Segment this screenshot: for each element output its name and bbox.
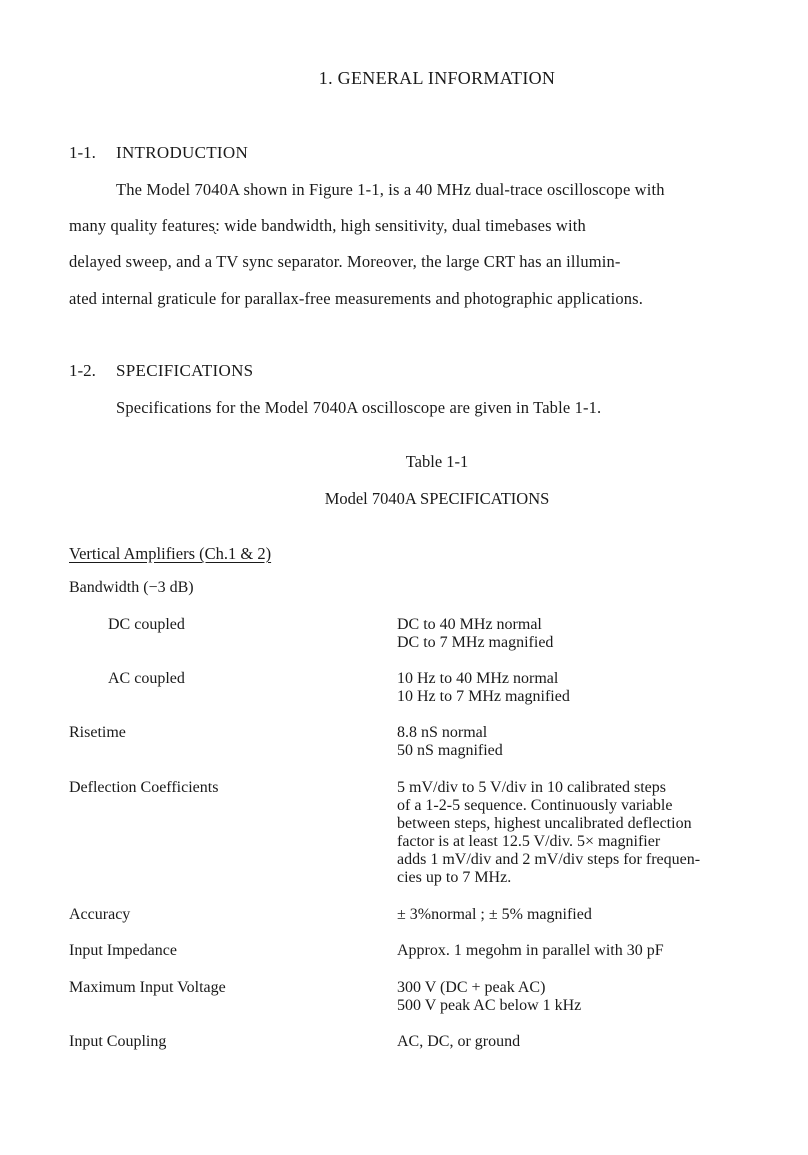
spec-value-line: of a 1-2-5 sequence. Continuously variable xyxy=(397,797,673,814)
spec-value-line: Approx. 1 megohm in parallel with 30 pF xyxy=(397,942,664,959)
spec-value-line: adds 1 mV/div and 2 mV/div steps for frequen- xyxy=(397,851,701,868)
section-specs-number: 1-2. xyxy=(69,361,96,380)
spec-value-dc-coupled xyxy=(397,616,802,652)
spec-value-line: 10 Hz to 40 MHz normal xyxy=(397,670,559,687)
spec-value-line: 8.8 nS normal xyxy=(397,724,488,741)
spec-label-maximum-input-voltage: Maximum Input Voltage xyxy=(69,979,226,996)
intro-line-4: ated internal graticule for parallax-free measurements and photographic applications. xyxy=(69,289,643,308)
spec-value-line: DC to 7 MHz magnified xyxy=(397,634,554,651)
spec-value-deflection-coefficients xyxy=(397,779,802,887)
spec-value-accuracy xyxy=(397,906,802,924)
section-intro-number: 1-1. xyxy=(69,143,96,162)
spec-value-line: 10 Hz to 7 MHz magnified xyxy=(397,688,570,705)
intro-line-1: The Model 7040A shown in Figure 1-1, is a 40 MHz dual-trace oscilloscope with xyxy=(116,180,665,199)
spec-label-accuracy: Accuracy xyxy=(69,906,131,923)
spec-value-input-coupling xyxy=(397,1033,802,1051)
table-label: Table 1-1 xyxy=(405,452,469,471)
spec-value-maximum-input-voltage xyxy=(397,979,802,1015)
spec-value-input-impedance xyxy=(397,942,802,960)
specs-intro-text: Specifications for the Model 7040A oscilloscope are given in Table 1-1. xyxy=(116,398,602,417)
spec-value-line: DC to 40 MHz normal xyxy=(397,616,542,633)
spec-label-deflection-coefficients: Deflection Coefficients xyxy=(69,779,219,796)
spec-value-line: factor is at least 12.5 V/div. 5× magnifier xyxy=(397,833,661,850)
bandwidth-heading: Bandwidth (−3 dB) xyxy=(69,579,194,596)
spec-value-line: 500 V peak AC below 1 kHz xyxy=(397,997,582,1014)
spec-value-ac-coupled xyxy=(397,670,802,706)
spec-value-line: 5 mV/div to 5 V/div in 10 calibrated steps xyxy=(397,779,667,796)
spec-label-dc-coupled: DC coupled xyxy=(108,616,185,633)
table-title: Model 7040A SPECIFICATIONS xyxy=(324,489,550,508)
spec-value-line: AC, DC, or ground xyxy=(397,1033,521,1050)
spec-value-line: 50 nS magnified xyxy=(397,742,503,759)
spec-value-line: ± 3%normal ; ± 5% magnified xyxy=(397,906,592,923)
intro-line-2: many quality features֖: wide bandwidth, high sensitivity, dual timebases with xyxy=(69,216,586,235)
spec-value-risetime xyxy=(397,724,802,760)
spec-value-line: 300 V (DC + peak AC) xyxy=(397,979,546,996)
spec-label-risetime: Risetime xyxy=(69,724,126,741)
vertical-amplifiers-heading: Vertical Amplifiers (Ch.1 & 2) xyxy=(69,544,272,563)
spec-label-ac-coupled: AC coupled xyxy=(108,670,185,687)
spec-label-input-impedance: Input Impedance xyxy=(69,942,177,959)
intro-line-3: delayed sweep, and a TV sync separator. Moreover, the large CRT has an illumin- xyxy=(69,252,621,271)
section-specs-title: SPECIFICATIONS xyxy=(116,361,254,380)
spec-value-line: between steps, highest uncalibrated deflection xyxy=(397,815,692,832)
chapter-title: 1. GENERAL INFORMATION xyxy=(318,68,556,88)
section-intro-title: INTRODUCTION xyxy=(116,143,249,162)
spec-label-input-coupling: Input Coupling xyxy=(69,1033,167,1050)
spec-value-line: cies up to 7 MHz. xyxy=(397,869,512,886)
